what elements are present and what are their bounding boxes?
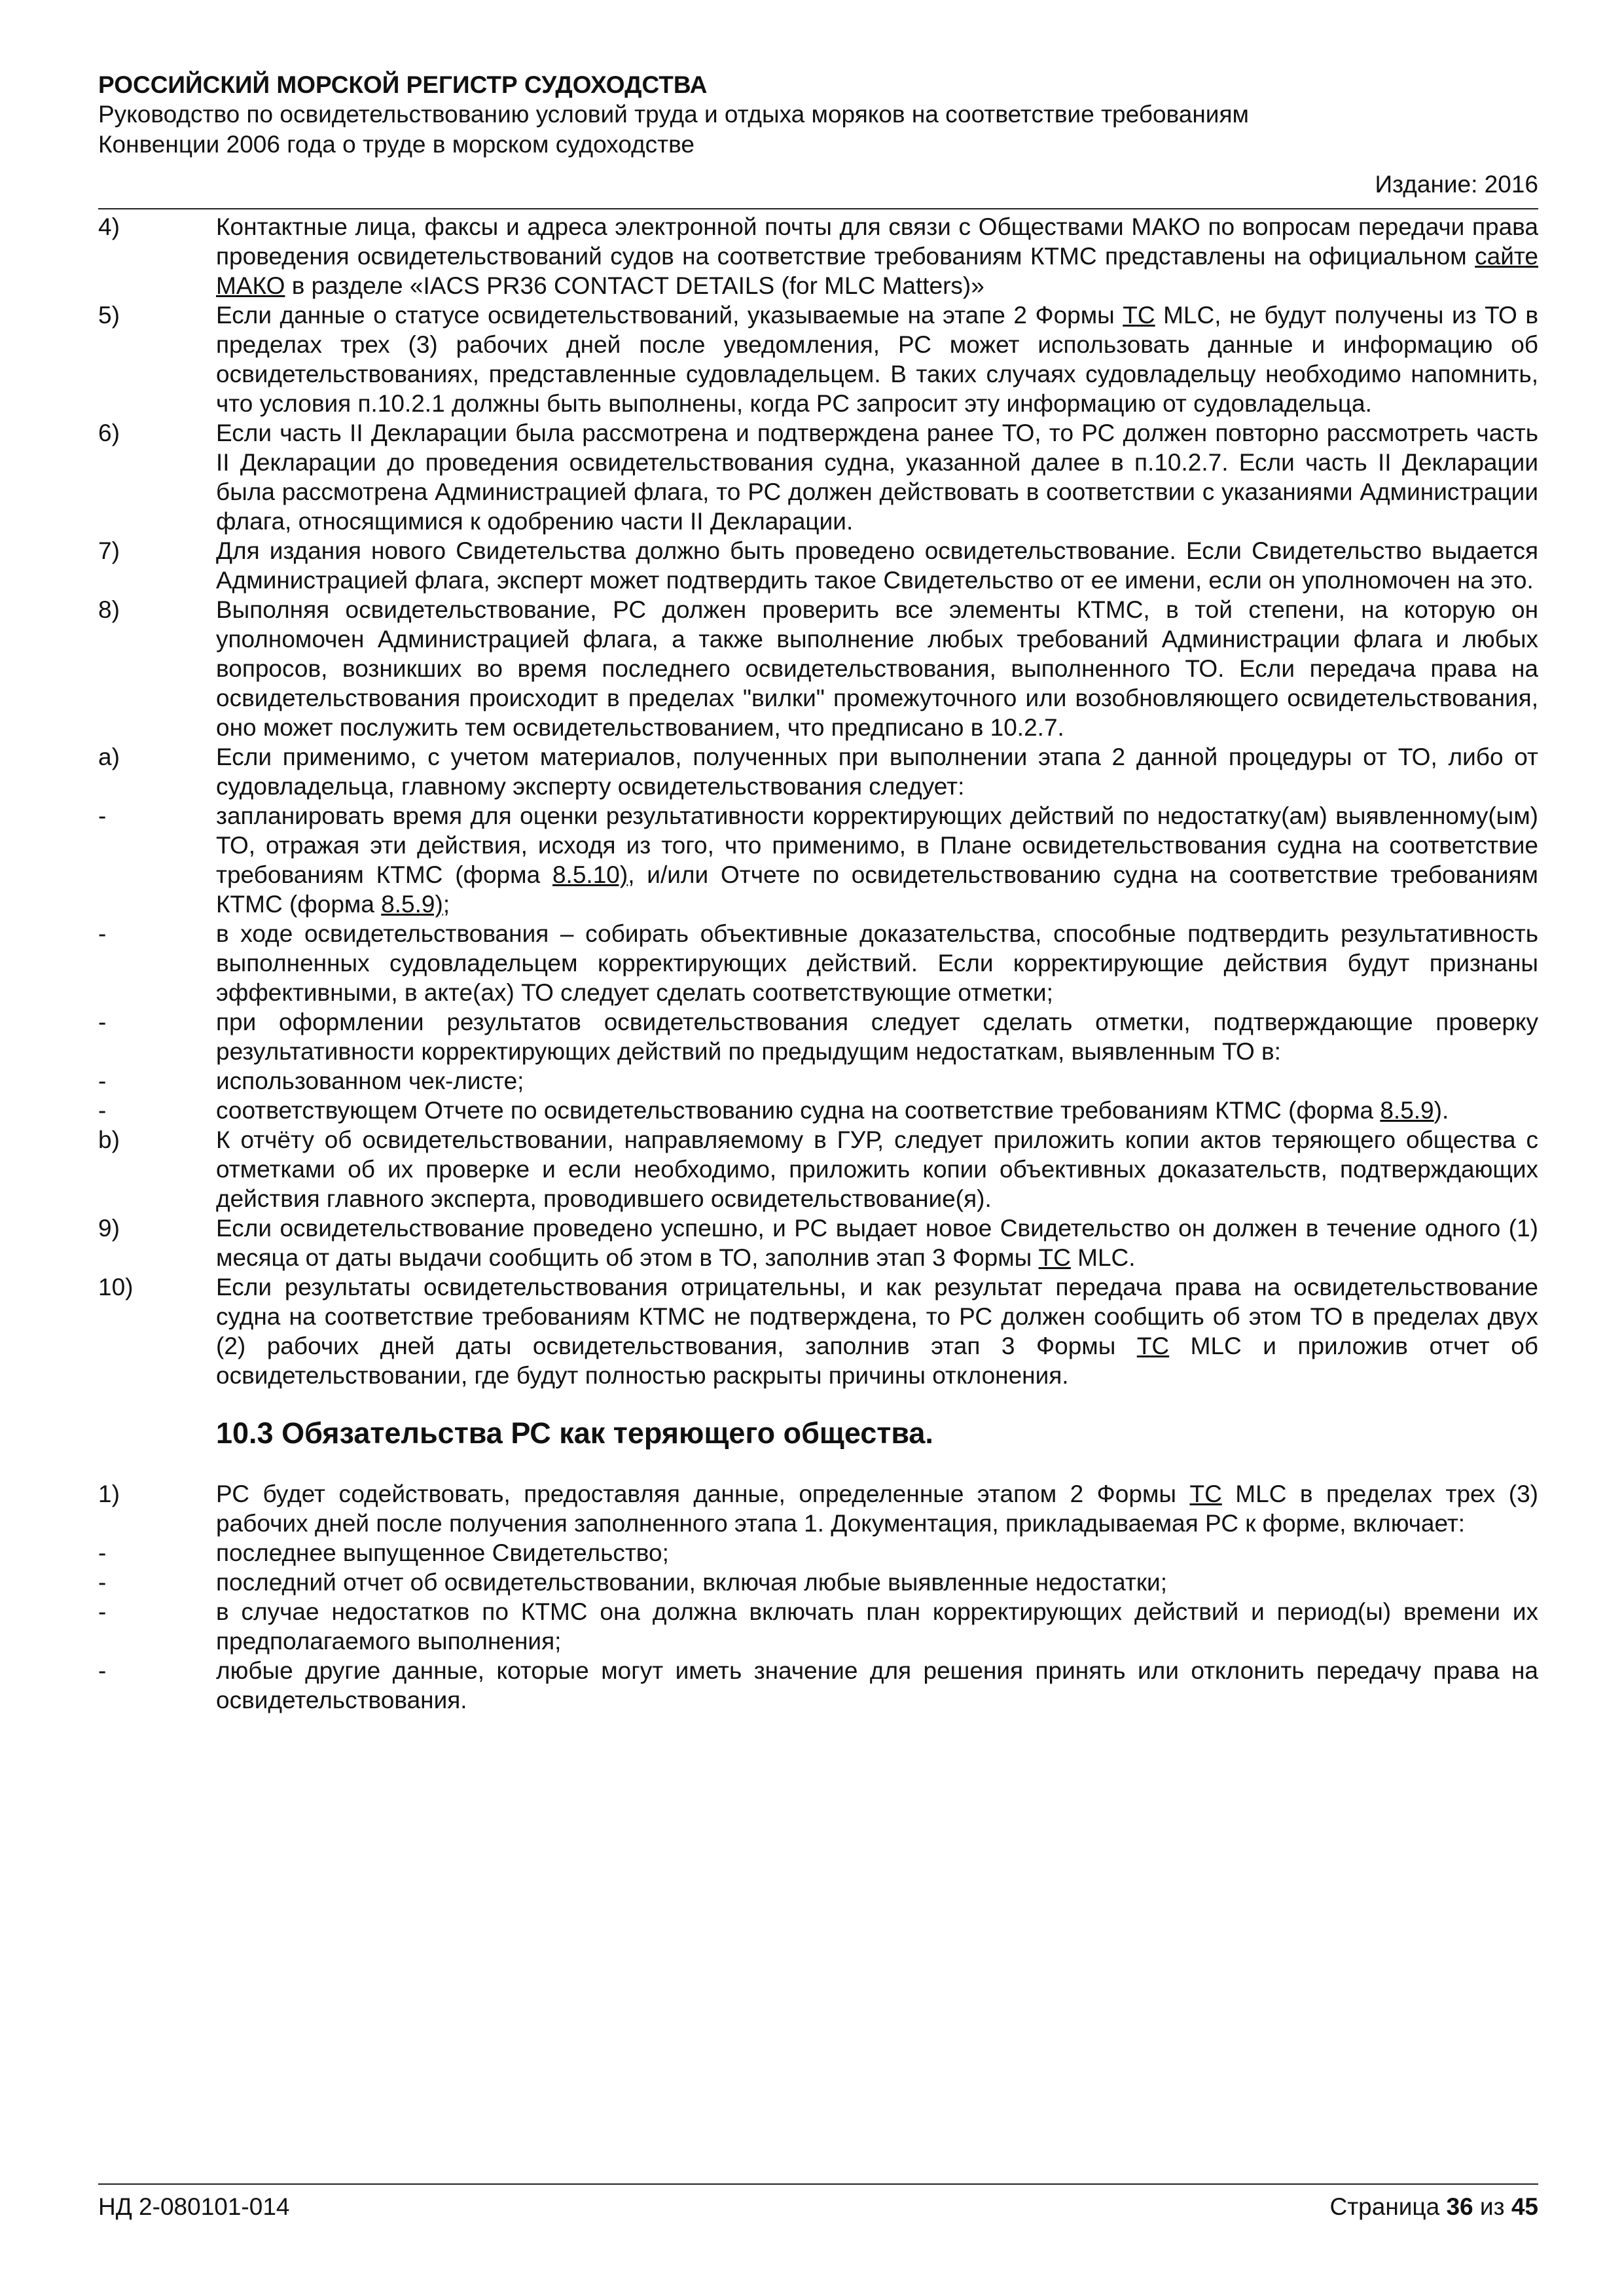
list-item xyxy=(98,1568,1538,1597)
text-segment: , и/или Отчете по освидетельствованию судна на соответствие требованиям КТМС (форма xyxy=(216,861,1538,918)
item-number: - xyxy=(98,802,107,829)
text-segment: ; xyxy=(442,891,450,918)
item-number: 5) xyxy=(98,302,120,329)
text-segment: в разделе «IACS PR36 CONTACT DETAILS (for MLC Matters)» xyxy=(285,272,984,299)
item-number: b) xyxy=(98,1126,120,1153)
text-segment: К отчёту об освидетельствовании, направляемому в ГУР, следует приложить копии актов теряющего общества с отметками об их проверке и если необходимо, приложить копии объективных доказательств, подтверждающих действия главного эксперта, проводившего освидетельствование(я). xyxy=(216,1126,1538,1212)
header-divider xyxy=(98,208,1538,209)
text-segment: Контактные лица, факсы и адреса электронной почты для связи с Обществами МАКО по вопросам передачи права проведения освидетельствований судов на соответствие требованиям КТМС представлены на официальном xyxy=(216,213,1538,270)
item-text xyxy=(216,1125,1538,1213)
list-item xyxy=(98,595,1538,742)
page-of-label: из xyxy=(1479,2193,1505,2220)
item-text xyxy=(216,1007,1538,1066)
text-segment: Если данные о статусе освидетельствований, указываемые на этапе 2 Формы xyxy=(216,302,1123,329)
item-number: - xyxy=(98,920,107,947)
list-item xyxy=(98,300,1538,418)
list-item xyxy=(98,919,1538,1007)
item-number: 8) xyxy=(98,596,120,623)
page-number: 36 xyxy=(1446,2193,1473,2220)
text-segment: запланировать время для оценки результативности корректирующих действий по недостатку(ам) выявленному(ым) ТО, отражая эти действия, исходя из того, что применимо, в Плане освидетельствования судна на соответствие требованиям КТМС (форма xyxy=(216,802,1538,888)
document-subtitle-line2: Конвенции 2006 года о труде в морском судоходстве xyxy=(98,131,695,158)
item-number: - xyxy=(98,1009,107,1035)
text-segment: Если часть II Декларации была рассмотрена и подтверждена ранее ТО, то РС должен повторно рассмотреть часть II Декларации до проведения освидетельствования судна, указанной далее в п.10.2.7. Если часть II Декларации была рассмотрена Администрацией флага, то РС должен действовать в соответствии с указаниями Администрации флага, относящимися к одобрению части II Декларации. xyxy=(216,420,1538,535)
item-number: a) xyxy=(98,744,120,770)
hyperlink[interactable]: 8.5.9) xyxy=(381,891,443,918)
page-indicator xyxy=(1330,2193,1539,2221)
item-number: 10) xyxy=(98,1274,134,1300)
item-text xyxy=(216,1066,1538,1096)
list-item xyxy=(98,742,1538,801)
text-segment: MLC в пределах трех (3) рабочих дней после получения заполненного этапа 1. Документация, прикладываемая РС к форме, включает: xyxy=(216,1480,1538,1537)
page-total: 45 xyxy=(1511,2193,1538,2220)
hyperlink[interactable]: ТС xyxy=(1189,1480,1222,1507)
text-segment: Для издания нового Свидетельства должно быть проведено освидетельствование. Если Свидетельство выдается Администрацией флага, эксперт может подтвердить такое Свидетельство от ее имени, если он уполномочен на это. xyxy=(216,537,1538,594)
item-text xyxy=(216,418,1538,536)
text-segment: Выполняя освидетельствование, РС должен проверить все элементы КТМС, в той степени, на которую он уполномочен Администрацией флага, а также выполнение любых требований Администрации флага и любых вопросов, возникших во время последнего освидетельствования, выполненного ТО. Если передача права на освидетельствования происходит в пределах "вилки" промежуточного или возобновляющего освидетельствования, оно может послужить тем освидетельствованием, что предписано в 10.2.7. xyxy=(216,596,1538,741)
text-segment: использованном чек-листе; xyxy=(216,1067,524,1094)
hyperlink[interactable]: ТС xyxy=(1123,302,1155,329)
item-number: 6) xyxy=(98,420,120,446)
list-item xyxy=(98,1272,1538,1390)
list-item xyxy=(98,1096,1538,1125)
page-label: Страница xyxy=(1329,2193,1440,2220)
item-number: - xyxy=(98,1598,107,1625)
hyperlink[interactable]: ТС xyxy=(1038,1244,1071,1271)
list-item xyxy=(98,1479,1538,1538)
text-segment: последний отчет об освидетельствовании, включая любые выявленные недостатки; xyxy=(216,1569,1167,1596)
item-text xyxy=(216,1538,1538,1568)
text-segment: соответствующем Отчете по освидетельствованию судна на соответствие требованиям КТМС (форма xyxy=(216,1097,1380,1124)
text-segment: последнее выпущенное Свидетельство; xyxy=(216,1539,669,1566)
list-item xyxy=(98,1597,1538,1656)
list-item xyxy=(98,1538,1538,1568)
text-segment: Если освидетельствование проведено успешно, и РС выдает новое Свидетельство он должен в течение одного (1) месяца от даты выдачи сообщить об этом в ТО, заполнив этап 3 Формы xyxy=(216,1215,1538,1271)
list-item xyxy=(98,801,1538,919)
item-text xyxy=(216,300,1538,418)
text-segment: MLC, не будут получены из ТО в пределах трех (3) рабочих дней после уведомления, РС может использовать данные и информацию об освидетельствованиях, представленные судовладельцем. В таких случаях судовладельцу необходимо напомнить, что условия п.10.2.1 должны быть выполнены, когда РС запросит эту информацию от судовладельца. xyxy=(216,302,1538,417)
item-text xyxy=(216,1656,1538,1715)
item-text xyxy=(216,212,1538,300)
document-id: НД 2-080101-014 xyxy=(98,2193,290,2220)
hyperlink[interactable]: ТС xyxy=(1136,1333,1170,1359)
text-segment: при оформлении результатов освидетельствования следует сделать отметки, подтверждающие проверку результативности корректирующих действий по предыдущим недостаткам, выявленным ТО в: xyxy=(216,1009,1538,1065)
list-item xyxy=(98,212,1538,300)
item-text xyxy=(216,536,1538,595)
item-text xyxy=(216,742,1538,801)
item-number: 4) xyxy=(98,213,120,240)
item-text xyxy=(216,801,1538,919)
item-text xyxy=(216,1096,1538,1125)
text-segment: в ходе освидетельствования – собирать объективные доказательства, способные подтвердить результативность выполненных судовладельцем корректирующих действий. Если корректирующие действия будут признаны эффективными, в акте(ах) ТО следует сделать соответствующие отметки; xyxy=(216,920,1538,1006)
list-item xyxy=(98,1213,1538,1272)
document-body xyxy=(98,212,1538,1715)
item-number: - xyxy=(98,1067,107,1094)
item-text xyxy=(216,1597,1538,1656)
item-text xyxy=(216,1479,1538,1538)
text-segment: любые другие данные, которые могут иметь значение для решения принять или отклонить передачу права на освидетельствования. xyxy=(216,1657,1538,1713)
document-subtitle-line1: Руководство по освидетельствованию условий труда и отдыха моряков на соответствие требованиям xyxy=(98,101,1249,128)
list-item xyxy=(98,1125,1538,1213)
text-segment: РС будет содействовать, предоставляя данные, определенные этапом 2 Формы xyxy=(216,1480,1190,1507)
list-item xyxy=(98,418,1538,536)
item-number: - xyxy=(98,1569,107,1596)
text-segment: MLC. xyxy=(1070,1244,1136,1271)
text-segment: в случае недостатков по КТМС она должна включать план корректирующих действий и период(ы) времени их предполагаемого выполнения; xyxy=(216,1598,1538,1655)
list-item xyxy=(98,1007,1538,1066)
document-header xyxy=(98,71,1538,200)
item-text xyxy=(216,919,1538,1007)
item-number: 7) xyxy=(98,537,120,564)
hyperlink[interactable]: сайте МАКО xyxy=(216,243,1538,299)
document-footer xyxy=(98,2193,1538,2221)
list-item xyxy=(98,536,1538,595)
item-number: 1) xyxy=(98,1480,120,1507)
item-number: 9) xyxy=(98,1215,120,1242)
text-segment: MLC и приложив отчет об освидетельствовании, где будут полностью раскрыты причины отклонения. xyxy=(216,1333,1538,1389)
item-number: - xyxy=(98,1657,107,1684)
text-segment: ). xyxy=(1434,1097,1449,1124)
item-text xyxy=(216,595,1538,742)
edition-label: Издание: 2016 xyxy=(1375,171,1538,198)
item-number: - xyxy=(98,1097,107,1124)
item-list-2 xyxy=(98,1479,1538,1715)
item-number: - xyxy=(98,1539,107,1566)
hyperlink[interactable]: 8.5.9 xyxy=(1380,1097,1434,1124)
item-text xyxy=(216,1568,1538,1597)
item-list xyxy=(98,212,1538,1390)
footer-divider xyxy=(98,2183,1538,2185)
hyperlink[interactable]: 8.5.10) xyxy=(552,861,628,888)
list-item xyxy=(98,1656,1538,1715)
text-segment: Если результаты освидетельствования отрицательны, и как результат передача права на освидетельствование судна на соответствие требованиям КТМС не подтверждена, то РС должен сообщить об этом ТО в пределах двух (2) рабочих дней даты освидетельствования, заполнив этап 3 Формы xyxy=(216,1274,1538,1359)
item-text xyxy=(216,1213,1538,1272)
text-segment: Если применимо, с учетом материалов, полученных при выполнении этапа 2 данной процедуры от ТО, либо от судовладельца, главному эксперту освидетельствования следует: xyxy=(216,744,1538,800)
section-title: 10.3 Обязательства РС как теряющего общества. xyxy=(216,1416,933,1450)
item-text xyxy=(216,1272,1538,1390)
list-item xyxy=(98,1066,1538,1096)
organization-name: РОССИЙСКИЙ МОРСКОЙ РЕГИСТР СУДОХОДСТВА xyxy=(98,71,708,98)
